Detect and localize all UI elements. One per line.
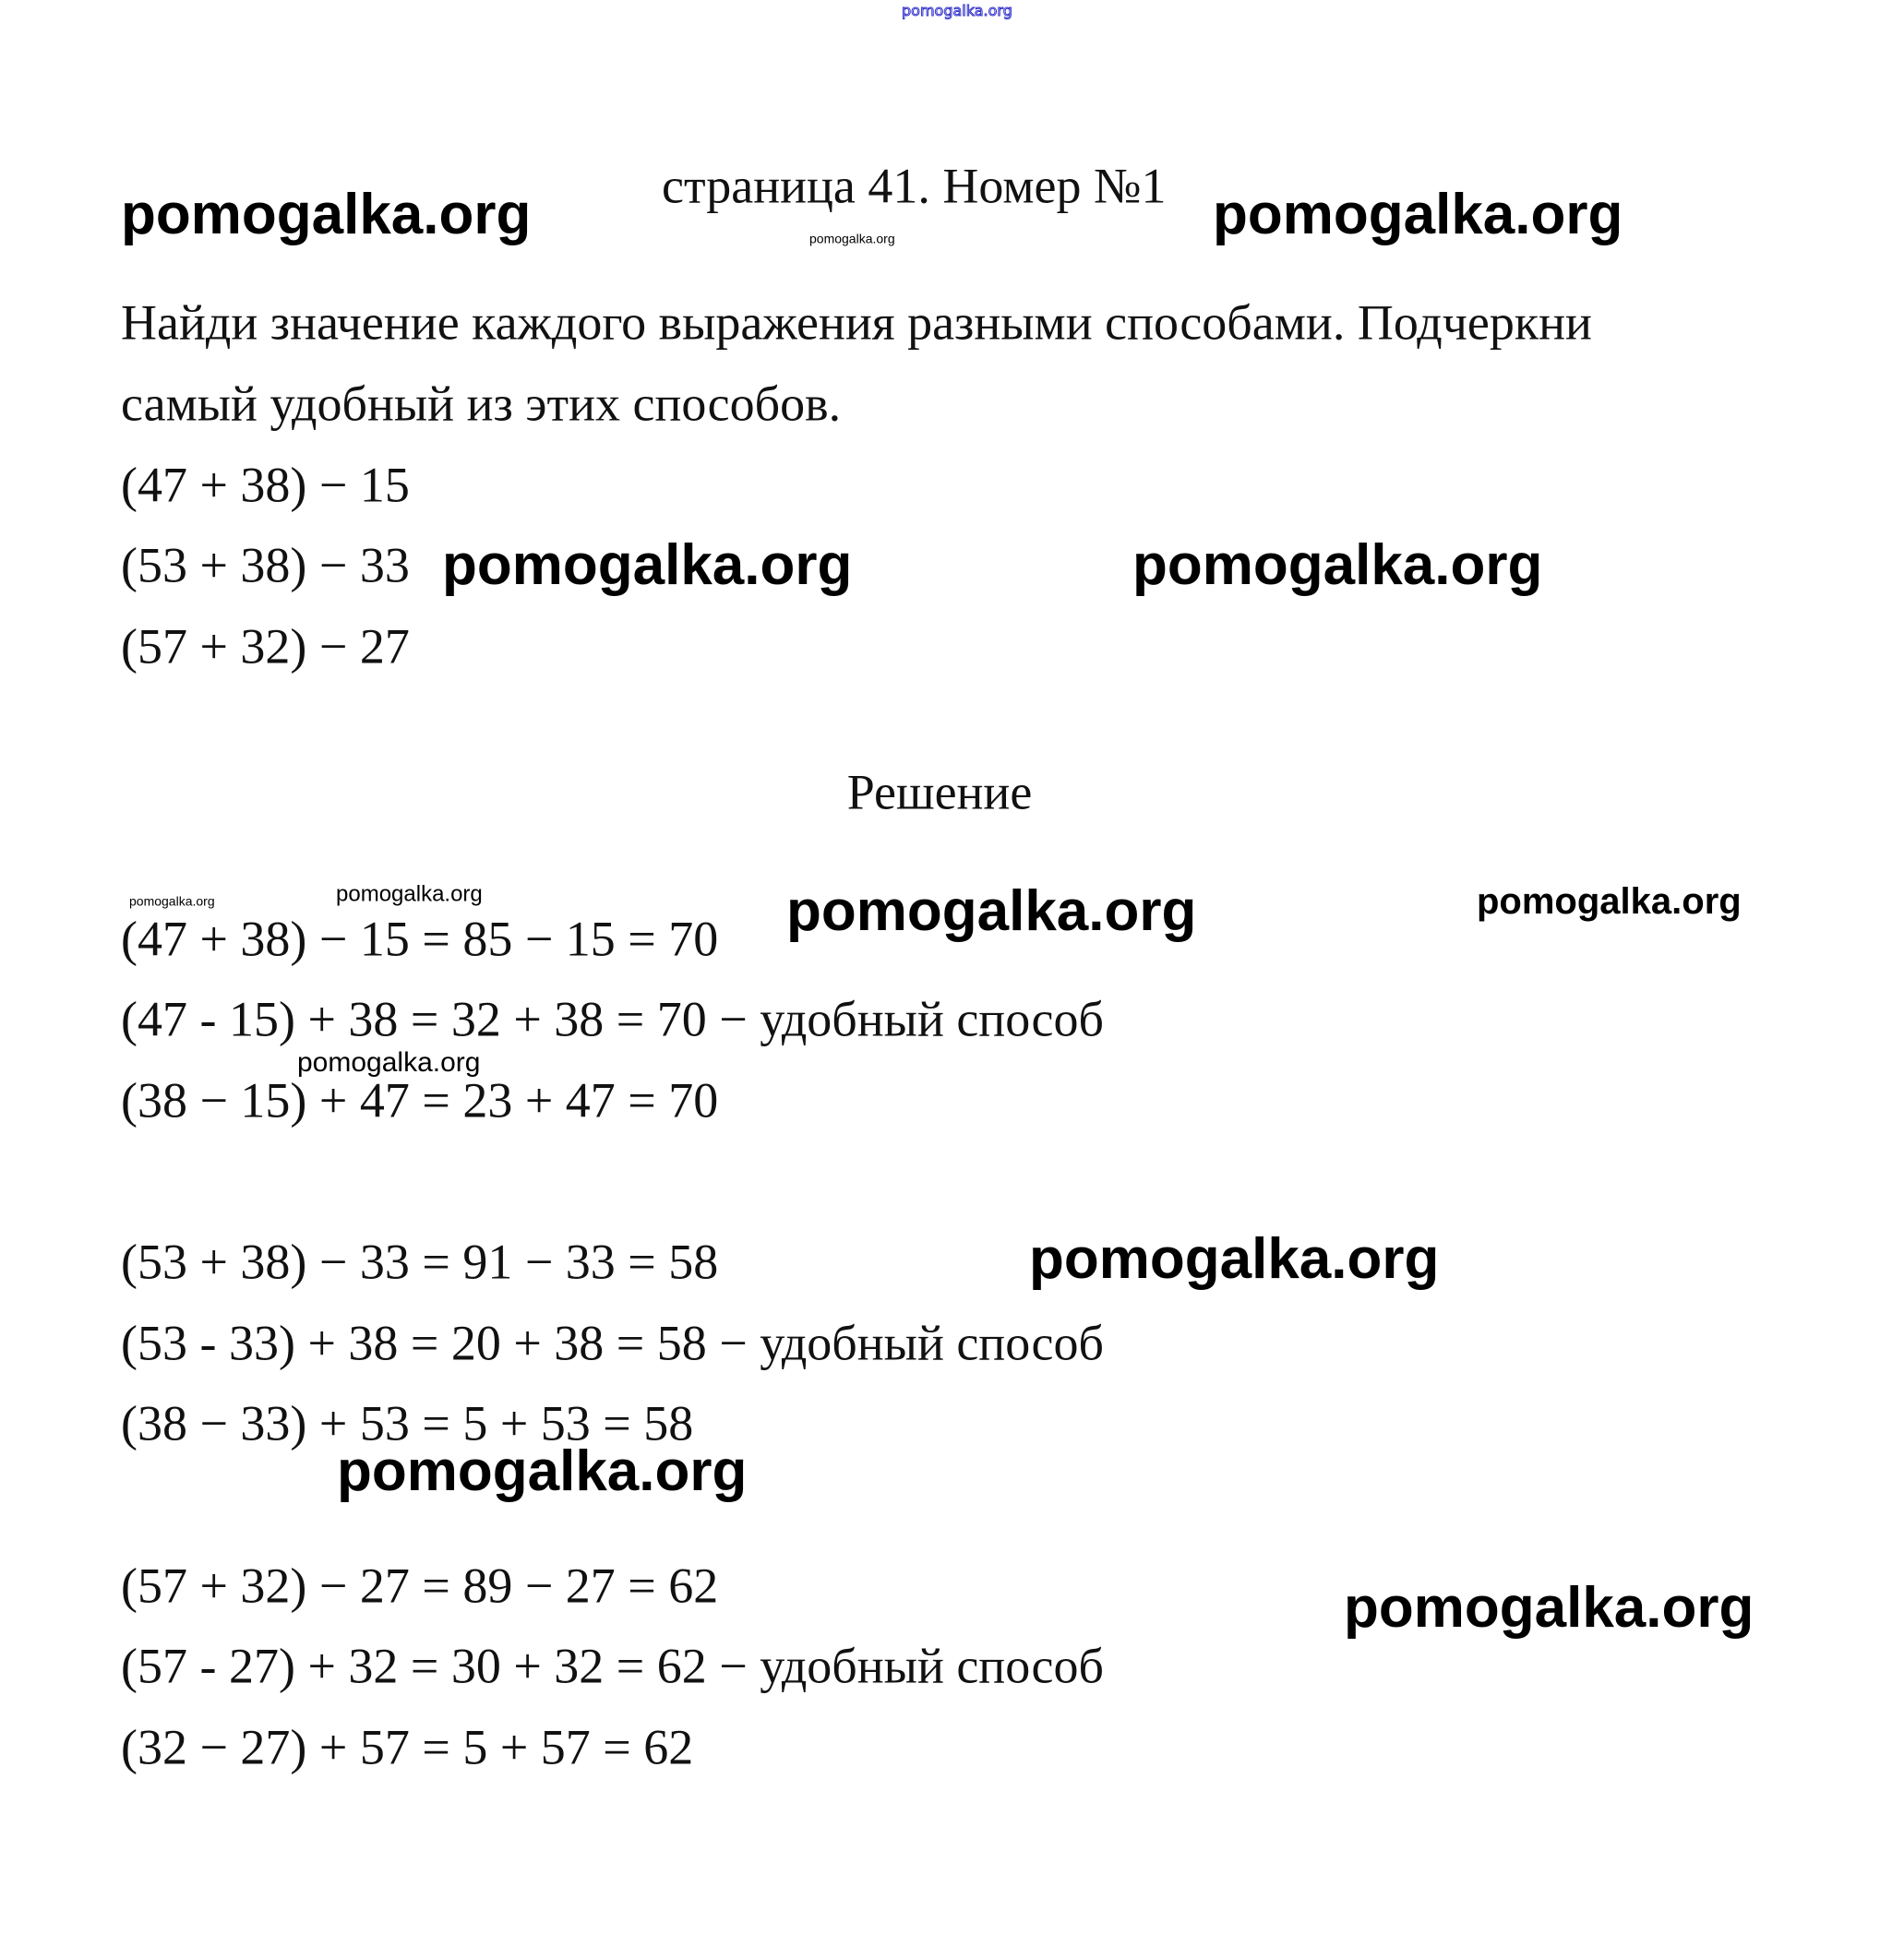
watermark: pomogalka.org [1477, 881, 1742, 922]
watermark: pomogalka.org [1344, 1575, 1754, 1640]
task-text: самый удобный из этих способов. [121, 376, 842, 432]
watermark: pomogalka.org [297, 1047, 481, 1078]
solution-line: (47 + 38) − 15 = 85 − 15 = 70 [121, 911, 719, 967]
watermark: pomogalka.org [336, 881, 483, 907]
solution-line: (57 + 32) − 27 = 89 − 27 = 62 [121, 1558, 719, 1614]
watermark: pomogalka.org [1029, 1226, 1440, 1291]
watermark: pomogalka.org [121, 182, 532, 246]
watermark: pomogalka.org [129, 893, 215, 909]
task-expression: (53 + 38) − 33 [121, 537, 410, 593]
solution-heading: Решение [846, 764, 1033, 820]
solution-line: (53 + 38) − 33 = 91 − 33 = 58 [121, 1234, 719, 1290]
task-expression: (47 + 38) − 15 [121, 457, 410, 513]
solution-line: (32 − 27) + 57 = 5 + 57 = 62 [121, 1719, 694, 1775]
watermark: pomogalka.org [442, 532, 853, 597]
watermark: pomogalka.org [786, 878, 1197, 943]
page-title: страница 41. Номер №1 [662, 158, 1167, 214]
task-expression: (57 + 32) − 27 [121, 618, 410, 675]
solution-line: (53 - 33) + 38 = 20 + 38 = 58 − удобный способ [121, 1315, 1104, 1371]
task-text: Найди значение каждого выражения разными способами. Подчеркни [121, 294, 1592, 351]
watermark: pomogalka.org [1132, 532, 1543, 597]
solution-line: (38 − 33) + 53 = 5 + 53 = 58 [121, 1395, 694, 1451]
top-watermark[interactable]: pomogalka.org [902, 2, 1012, 19]
solution-line: (47 - 15) + 38 = 32 + 38 = 70 − удобный способ [121, 991, 1104, 1047]
solution-line: (57 - 27) + 32 = 30 + 32 = 62 − удобный способ [121, 1638, 1104, 1694]
watermark: pomogalka.org [337, 1439, 748, 1503]
watermark: pomogalka.org [1213, 182, 1623, 246]
solution-line: (38 − 15) + 47 = 23 + 47 = 70 [121, 1072, 719, 1128]
watermark: pomogalka.org [809, 231, 895, 246]
